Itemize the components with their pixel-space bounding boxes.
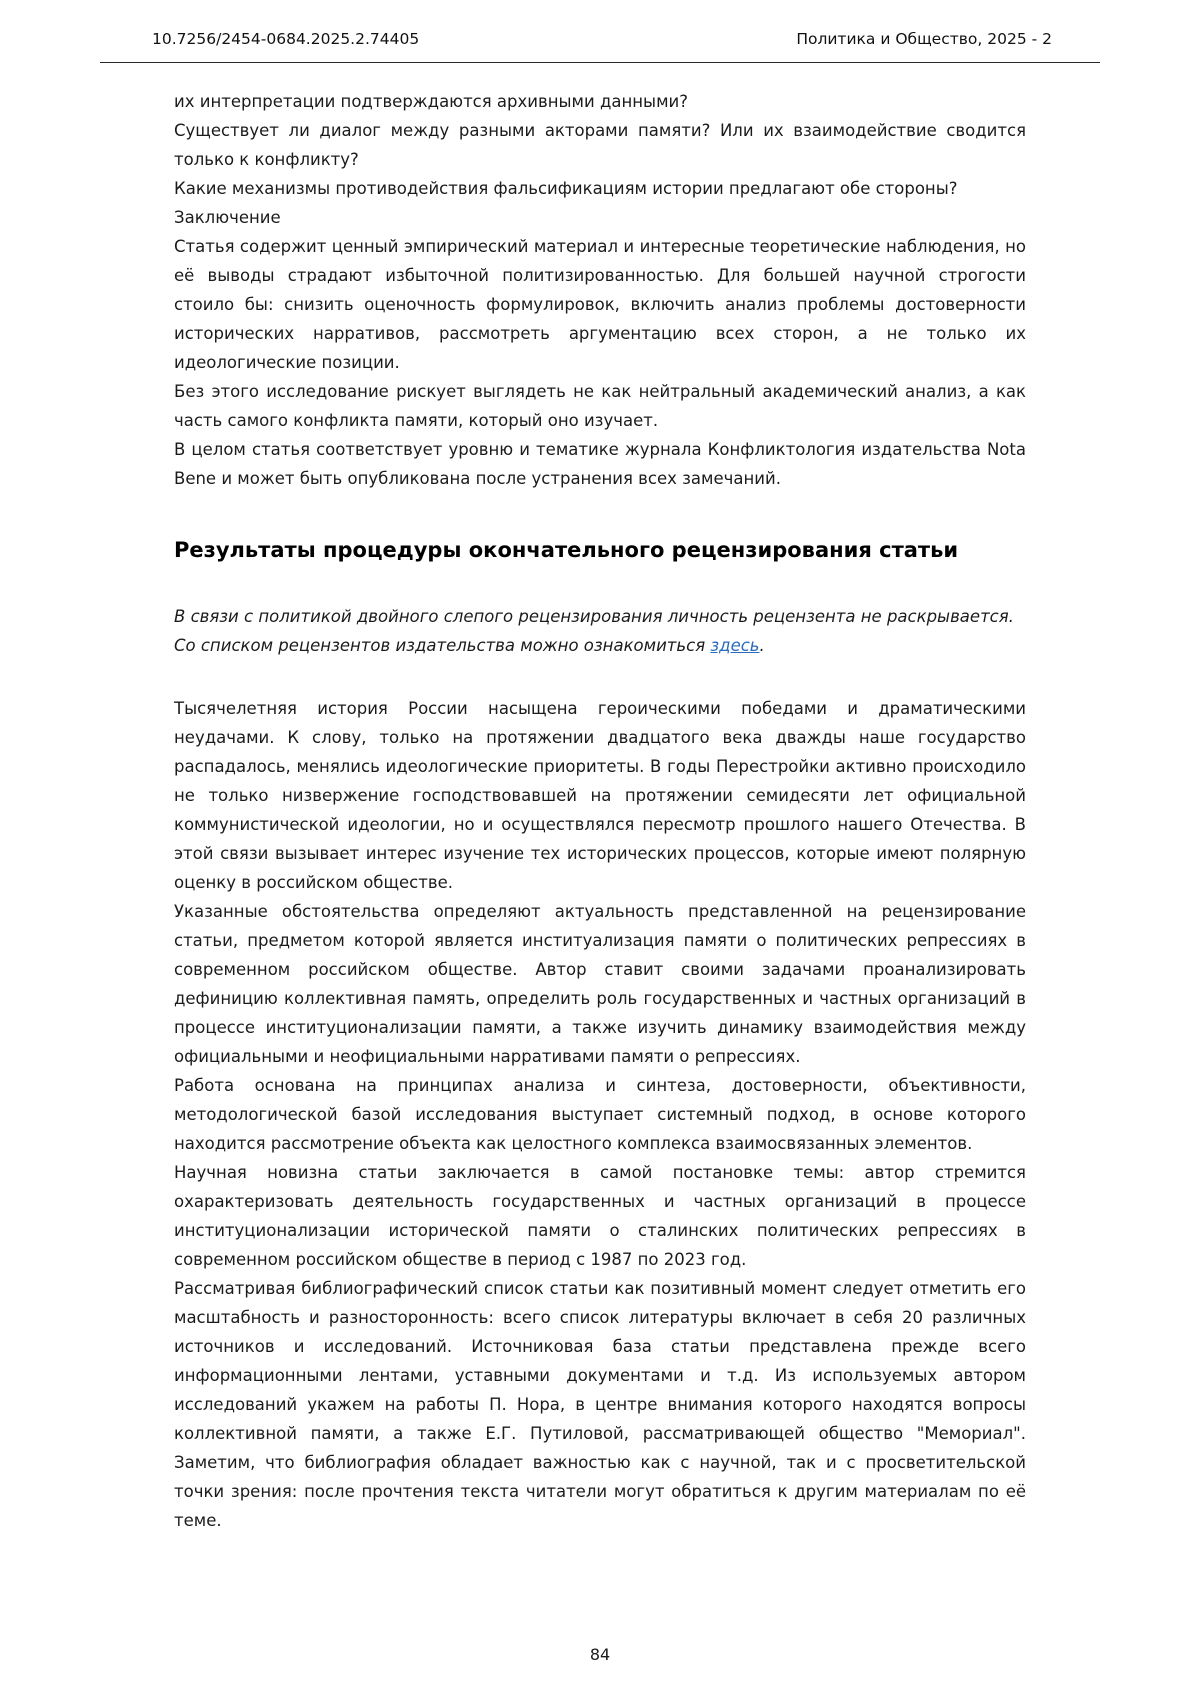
header-divider bbox=[100, 62, 1100, 63]
page-header bbox=[0, 0, 1200, 62]
review-paragraph: Без этого исследование рискует выглядеть не как нейтральный академический анализ, а как часть самого конфликта памяти, который оно изучает. bbox=[174, 382, 1026, 430]
review-paragraph: их интерпретации подтверждаются архивными данными? bbox=[174, 92, 688, 111]
anonymity-note: В связи с политикой двойного слепого рецензирования личность рецензента не раскрывается. bbox=[174, 607, 1014, 627]
final-review-paragraph: Тысячелетняя история России насыщена героическими победами и драматическими неудачами. К слову, только на протяжении двадцатого века дважды наше государство распадалось, менялись идеологические приоритеты. В годы Перестройки активно происходило не только низвержение господствовавшей на протяжении семидесяти лет официальной коммунистической идеологии, но и осуществлялся пересмотр прошлого нашего Отечества. В этой связи вызывает интерес изучение тех исторических процессов, которые имеют полярную оценку в российском обществе. bbox=[174, 699, 1026, 893]
review-conclusion-label: Заключение bbox=[174, 208, 281, 227]
final-review-paragraph: Научная новизна статьи заключается в самой постановке темы: автор стремится охарактеризовать деятельность государственных и частных организаций в процессе институционализации исторической памяти о сталинских политических репрессиях в современном российском обществе в период с 1987 по 2023 год. bbox=[174, 1163, 1026, 1270]
review-paragraph: В целом статья соответствует уровню и тематике журнала Конфликтология издательства Nota Bene и может быть опубликована после устранения всех замечаний. bbox=[174, 440, 1026, 488]
review-comments-section bbox=[174, 87, 1026, 493]
reviewers-note-prefix: Со списком рецензентов издательства можно ознакомиться bbox=[174, 636, 711, 656]
reviewers-note bbox=[174, 631, 1026, 660]
page-number: 84 bbox=[589, 1645, 611, 1664]
anonymity-disclaimer bbox=[174, 602, 1026, 660]
review-paragraph: Существует ли диалог между разными акторами памяти? Или их взаимодействие сводится только к конфликту? bbox=[174, 121, 1026, 169]
doi-text: 10.7256/2454-0684.2025.2.74405 bbox=[152, 30, 420, 48]
reviewers-note-suffix: . bbox=[759, 636, 765, 656]
review-paragraph: Какие механизмы противодействия фальсификациям истории предлагают обе стороны? bbox=[174, 179, 958, 198]
final-review-text-section bbox=[174, 694, 1026, 1535]
final-review-heading: Результаты процедуры окончательного рецензирования статьи bbox=[174, 538, 959, 562]
review-paragraph: Статья содержит ценный эмпирический материал и интересные теоретические наблюдения, но её выводы страдают избыточной политизированностью. Для большей научной строгости стоило бы: снизить оценочность формулировок, включить анализ проблемы достоверности исторических нарративов, рассмотреть аргументацию всех сторон, а не только их идеологические позиции. bbox=[174, 237, 1026, 372]
reviewers-list-link[interactable]: здесь bbox=[710, 636, 760, 656]
final-review-paragraph: Работа основана на принципах анализа и синтеза, достоверности, объективности, методологической базой исследования выступает системный подход, в основе которого находится рассмотрение объекта как целостного комплекса взаимосвязанных элементов. bbox=[174, 1076, 1026, 1154]
final-review-paragraph: Рассматривая библиографический список статьи как позитивный момент следует отметить его масштабность и разносторонность: всего список литературы включает в себя 20 различных источников и исследований. Источниковая база статьи представлена прежде всего информационными лентами, уставными документами и т.д. Из используемых автором исследований укажем на работы П. Нора, в центре внимания которого находятся вопросы коллективной памяти, а также Е.Г. Путиловой, рассматривающей общество "Мемориал". Заметим, что библиография обладает важностью как с научной, так и с просветительской точки зрения: после прочтения текста читатели могут обратиться к другим материалам по её теме. bbox=[174, 1279, 1026, 1531]
page-content bbox=[174, 87, 1026, 1535]
page-footer bbox=[0, 1645, 1200, 1664]
journal-title: Политика и Общество, 2025 - 2 bbox=[796, 30, 1052, 48]
final-review-paragraph: Указанные обстоятельства определяют актуальность представленной на рецензирование статьи, предметом которой является институализация памяти о политических репрессиях в современном российском обществе. Автор ставит своими задачами проанализировать дефиницию коллективная память, определить роль государственных и частных организаций в процессе институционализации памяти, а также изучить динамику взаимодействия между официальными и неофициальными нарративами памяти о репрессиях. bbox=[174, 902, 1026, 1067]
